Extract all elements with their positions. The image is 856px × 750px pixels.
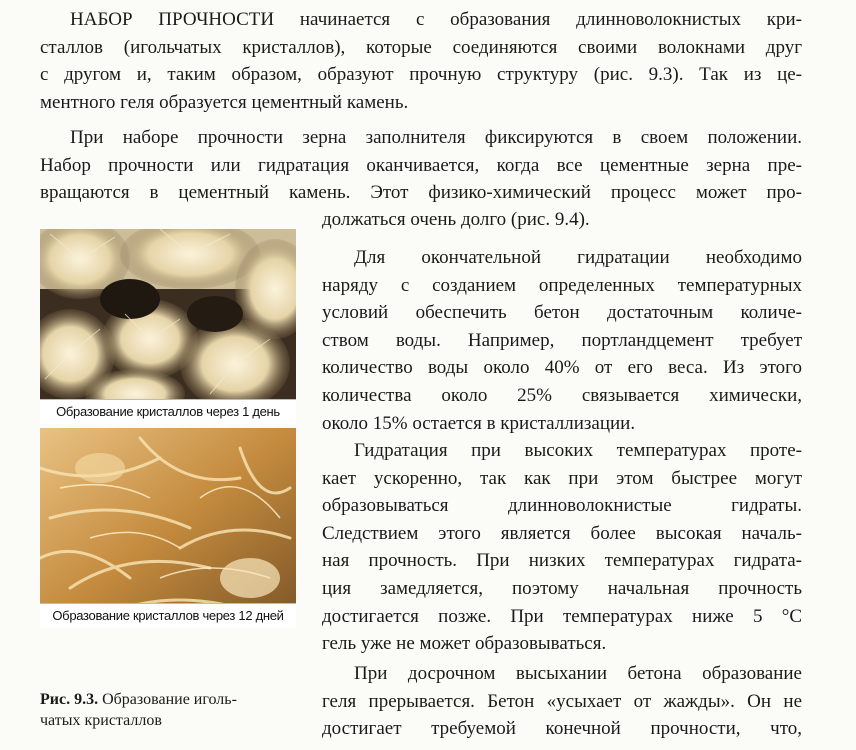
paragraph-4-line: ция замедляется, поэтому начальная прочность [322, 577, 802, 599]
paragraph-3-line: условий обеспечить бетон достаточным количе- [322, 302, 802, 324]
paragraph-5-line: При досрочном высыхании бетона образование [354, 663, 802, 684]
paragraph-4-line: Следствием этого является более высокая началь- [322, 522, 802, 544]
paragraph-2-tail [322, 206, 802, 234]
paragraph-4-line: образовываться длинноволокнистые гидраты. [322, 495, 802, 517]
photo-2-caption: Образование кристаллов через 12 дней [40, 603, 296, 628]
paragraph-2-line: Набор прочности или гидратация оканчивается, когда все цементные зерна пре- [40, 154, 802, 176]
paragraph-4 [322, 437, 802, 658]
paragraph-1-line: НАБОР ПРОЧНОСТИ начинается с образования длинноволокнистых кри- [70, 9, 802, 30]
paragraph-1 [40, 6, 802, 116]
paragraph-4-line: ная прочность. При низких температурах гидрата- [322, 550, 802, 572]
paragraph-1-line: ментного геля образуется цементный камень. [40, 91, 409, 113]
figure-9-3 [40, 229, 296, 628]
paragraph-3-line: наряду с созданием определенных температурных [322, 274, 802, 296]
paragraph-3-line: около 15% остается в кристаллизации. [322, 412, 636, 434]
paragraph-5 [322, 660, 802, 743]
paragraph-4-line: гель уже не может образовываться. [322, 633, 607, 655]
paragraph-2 [40, 124, 802, 207]
figure-caption-line-1: Образование иголь- [102, 691, 237, 708]
photo-1-caption: Образование кристаллов через 1 день [40, 399, 296, 424]
crystal-photo-day-1-image [40, 229, 296, 424]
crystal-photo-day-1 [40, 229, 296, 424]
paragraph-3-line: Для окончательной гидратации необходимо [354, 247, 802, 268]
paragraph-2-line: должаться очень долго (рис. 9.4). [322, 209, 590, 230]
paragraph-4-line: достигается позже. При температурах ниже 5 °С [322, 605, 802, 627]
paragraph-5-line: геля прерывается. Бетон «усыхает от жажды». Он не [322, 690, 802, 712]
paragraph-1-line: с другом и, таким образом, образуют прочную структуру (рис. 9.3). Так из це- [40, 64, 802, 86]
figure-caption-line-2: чатых кристаллов [40, 712, 162, 729]
paragraph-4-line: кает ускоренно, так как при этом быстрее могут [322, 467, 802, 489]
crystal-photo-day-12 [40, 428, 296, 628]
paragraph-1-line: сталлов (игольчатых кристаллов), которые соединяются своими волокнами друг [40, 36, 802, 58]
figure-number: Рис. 9.3. [40, 691, 99, 708]
figure-caption [40, 689, 310, 731]
paragraph-3-line: ством воды. Например, портландцемент требует [322, 329, 802, 351]
paragraph-3 [322, 244, 802, 437]
paragraph-2-line: При наборе прочности зерна заполнителя фиксируются в своем положении. [70, 127, 802, 148]
crystal-photo-day-12-image [40, 428, 296, 628]
paragraph-3-line: количества около 25% связывается химически, [322, 384, 802, 406]
paragraph-4-line: Гидратация при высоких температурах проте- [354, 440, 802, 461]
paragraph-5-line: достигает требуемой конечной прочности, что, [322, 718, 802, 740]
paragraph-2-line: вращаются в цементный камень. Этот физико-химический процесс может про- [40, 182, 802, 204]
paragraph-3-line: количество воды около 40% от его веса. Из этого [322, 357, 802, 379]
